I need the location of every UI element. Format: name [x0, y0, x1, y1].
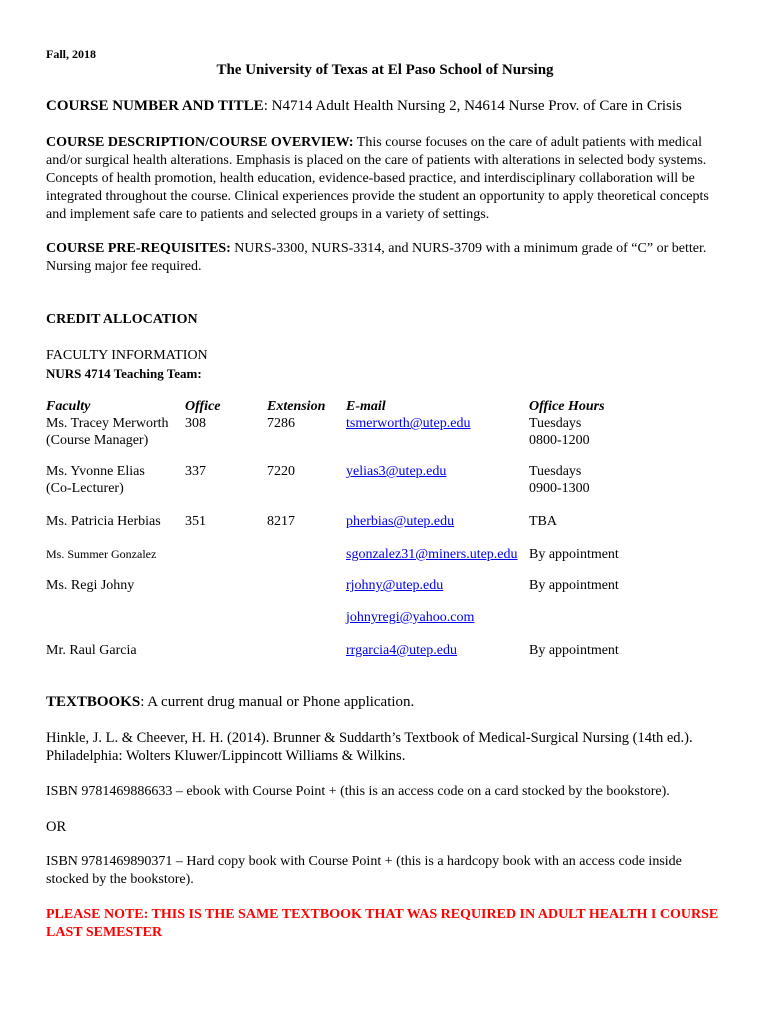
- col-header-extension: Extension: [267, 399, 326, 414]
- faculty-office: 308: [185, 416, 206, 431]
- faculty-extension: 7220: [267, 464, 295, 479]
- page-title: The University of Texas at El Paso School of Nursing: [216, 62, 554, 78]
- faculty-hours: Tuesdays: [529, 416, 582, 431]
- faculty-info-heading: FACULTY INFORMATION: [46, 348, 208, 363]
- col-header-email: E-mail: [346, 399, 386, 414]
- faculty-hours: TBA: [529, 514, 557, 529]
- faculty-name: Ms. Summer Gonzalez: [46, 547, 157, 561]
- isbn-ebook: ISBN 9781469886633 – ebook with Course Point + (this is an access code on a card stocked by the bookstore).: [46, 784, 670, 799]
- faculty-email-link[interactable]: pherbias@utep.edu: [346, 514, 455, 529]
- faculty-email-link[interactable]: sgonzalez31@miners.utep.edu: [346, 547, 518, 562]
- textbook-note: PLEASE NOTE: THIS IS THE SAME TEXTBOOK THAT WAS REQUIRED IN ADULT HEALTH I COURSE LAST SEMESTER: [46, 907, 719, 940]
- faculty-hours-time: 0800-1200: [529, 433, 590, 448]
- faculty-extension: 7286: [267, 416, 295, 431]
- course-number-value: : N4714 Adult Health Nursing 2, N4614 Nurse Prov. of Care in Crisis: [263, 98, 682, 114]
- faculty-hours-time: 0900-1300: [529, 481, 590, 496]
- course-prerequisites: [46, 240, 726, 276]
- isbn-or: OR: [46, 819, 67, 835]
- textbooks-label: TEXTBOOKS: [46, 694, 141, 710]
- faculty-role: (Co-Lecturer): [46, 481, 124, 496]
- faculty-hours: By appointment: [529, 643, 619, 658]
- course-description-text: This course focuses on the care of adult patients with medical and/or surgical health alterations. Emphasis is placed on the care of patients with alterations in selected body systems. Concepts of health promotion, health education, evidence-based practice, and interdisciplinary collaboration will be integrated throughout the course. Clinical experiences provide the student an opportunity to apply theoretical concepts and implement safe care to patients and selected groups in a variety of settings.: [46, 135, 709, 222]
- textbooks-text: : A current drug manual or Phone application.: [140, 694, 415, 710]
- faculty-email-link[interactable]: rrgarcia4@utep.edu: [346, 643, 457, 658]
- faculty-hours: By appointment: [529, 578, 619, 593]
- course-description-label: COURSE DESCRIPTION/COURSE OVERVIEW:: [46, 135, 354, 150]
- course-number-line: [46, 97, 726, 115]
- col-header-faculty: Faculty: [46, 399, 91, 414]
- faculty-email-link[interactable]: rjohny@utep.edu: [346, 578, 444, 593]
- faculty-email-link[interactable]: tsmerworth@utep.edu: [346, 416, 471, 431]
- prereq-text: NURS-3300, NURS-3314, and NURS-3709 with a minimum grade of “C” or better. Nursing major fee required.: [46, 241, 707, 274]
- faculty-office: 351: [185, 514, 206, 529]
- faculty-hours: By appointment: [529, 547, 619, 562]
- course-description: [46, 134, 726, 224]
- prereq-label: COURSE PRE-REQUISITES:: [46, 241, 231, 256]
- faculty-extension: 8217: [267, 514, 295, 529]
- credit-allocation-heading: CREDIT ALLOCATION: [46, 312, 198, 327]
- faculty-name: Ms. Yvonne Elias: [46, 464, 145, 479]
- col-header-hours: Office Hours: [529, 399, 605, 414]
- faculty-name: Ms. Regi Johny: [46, 578, 135, 593]
- teaching-team-title: NURS 4714 Teaching Team:: [46, 366, 202, 381]
- faculty-hours: Tuesdays: [529, 464, 582, 479]
- col-header-office: Office: [185, 399, 221, 414]
- course-number-label: COURSE NUMBER AND TITLE: [46, 98, 264, 114]
- faculty-name: Mr. Raul Garcia: [46, 643, 137, 658]
- faculty-office: 337: [185, 464, 206, 479]
- textbook-citation: Hinkle, J. L. & Cheever, H. H. (2014). Brunner & Suddarth’s Textbook of Medical-Surgical Nursing (14th ed.). Philadelphia: Wolters Kluwer/Lippincott Williams & Wilkins.: [46, 730, 693, 764]
- term-label: Fall, 2018: [46, 47, 96, 61]
- faculty-role: (Course Manager): [46, 433, 149, 448]
- faculty-name: Ms. Patricia Herbias: [46, 514, 161, 529]
- faculty-email-link[interactable]: yelias3@utep.edu: [346, 464, 447, 479]
- isbn-hardcopy: ISBN 9781469890371 – Hard copy book with Course Point + (this is a hardcopy book with an access code inside stocked by the bookstore).: [46, 854, 682, 887]
- faculty-email-link-alt[interactable]: johnyregi@yahoo.com: [346, 610, 475, 625]
- faculty-name: Ms. Tracey Merworth: [46, 416, 169, 431]
- textbooks-line: [46, 693, 726, 711]
